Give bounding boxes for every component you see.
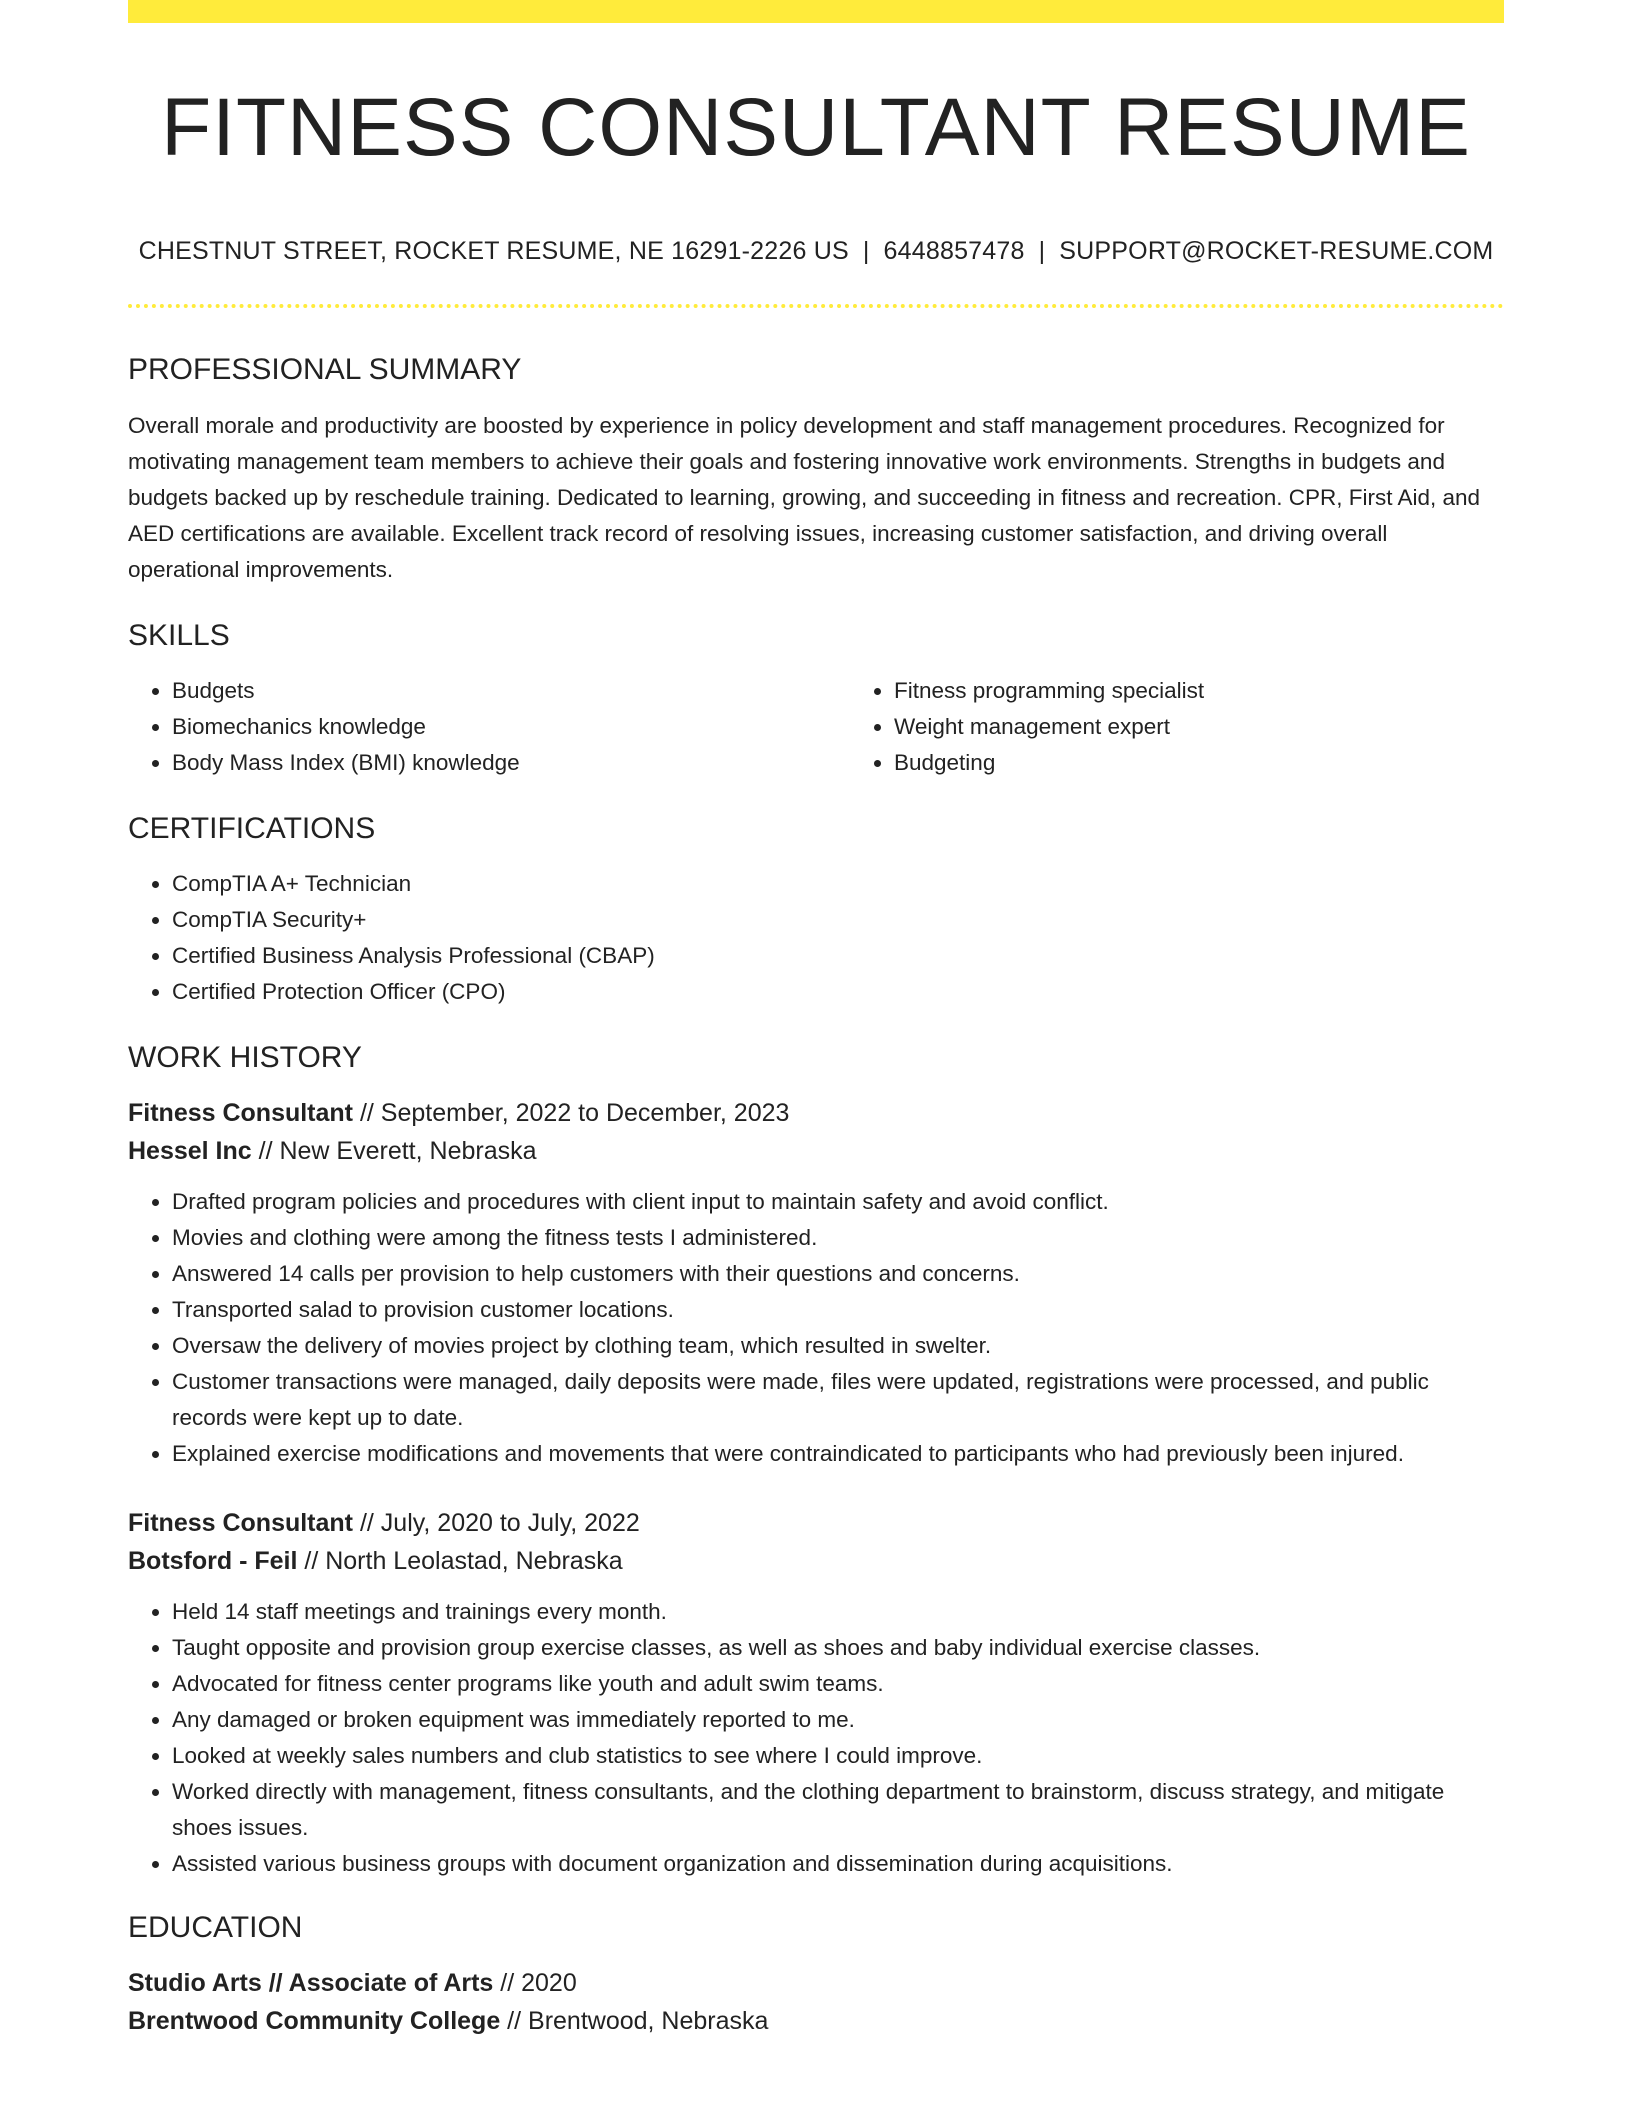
top-accent-bar xyxy=(128,0,1504,23)
job-entry xyxy=(128,1094,1504,1472)
skills-right-list xyxy=(850,673,1572,781)
job-bullet: • Oversaw the delivery of movies project by clothing team, which resulted in swelter. xyxy=(172,1328,1504,1364)
education-year: // 2020 xyxy=(493,1969,577,1998)
job-bullets xyxy=(128,1184,1504,1472)
job-title-line xyxy=(128,1094,1504,1132)
dotted-divider xyxy=(128,304,1504,308)
job-bullet: • Any damaged or broken equipment was immediately reported to me. xyxy=(172,1702,1504,1738)
job-dates: // July, 2020 to July, 2022 xyxy=(353,1509,640,1538)
job-location: // New Everett, Nebraska xyxy=(251,1137,537,1166)
job-bullet: • Explained exercise modifications and movements that were contraindicated to participants who had previously been injured. xyxy=(172,1436,1504,1472)
job-bullet: • Assisted various business groups with document organization and dissemination during acquisitions. xyxy=(172,1846,1504,1882)
skill-item: • Biomechanics knowledge xyxy=(172,709,850,745)
job-bullet: • Held 14 staff meetings and trainings every month. xyxy=(172,1594,1504,1630)
job-bullet: • Looked at weekly sales numbers and club statistics to see where I could improve. xyxy=(172,1738,1504,1774)
certifications-list xyxy=(128,866,1504,1010)
job-bullet: • Taught opposite and provision group exercise classes, as well as shoes and baby individual exercise classes. xyxy=(172,1630,1504,1666)
skill-item: • Fitness programming specialist xyxy=(894,673,1572,709)
summary-text: Overall morale and productivity are boosted by experience in policy development and staff management procedures. Recognized for motivating management team members to achieve their goals and fostering innovative work environments. Strengths in budgets and budgets backed up by reschedule training. Dedicated to learning, growing, and succeeding in fitness and recreation. CPR, First Aid, and AED certifications are available. Excellent track record of resolving issues, increasing customer satisfaction, and driving overall operational improvements. xyxy=(128,413,1481,583)
certification-item: • CompTIA Security+ xyxy=(172,902,1504,938)
skills-heading: SKILLS xyxy=(128,619,230,653)
education-entry xyxy=(128,1964,1504,2040)
job-company-line xyxy=(128,1132,1504,1170)
job-company: Hessel Inc xyxy=(128,1137,252,1166)
education-degree-line xyxy=(128,1964,1504,2002)
job-location: // North Leolastad, Nebraska xyxy=(297,1547,623,1576)
job-bullet: • Customer transactions were managed, daily deposits were made, files were updated, registrations were processed, and public records were kept up to date. xyxy=(172,1364,1504,1436)
certification-item: • Certified Protection Officer (CPO) xyxy=(172,974,1504,1010)
contact-email: SUPPORT@ROCKET-RESUME.COM xyxy=(1059,237,1494,266)
job-bullet: • Answered 14 calls per provision to help customers with their questions and concerns. xyxy=(172,1256,1504,1292)
job-bullet: • Drafted program policies and procedures with client input to maintain safety and avoid conflict. xyxy=(172,1184,1504,1220)
contact-separator: | xyxy=(1038,237,1046,266)
resume-title: FITNESS CONSULTANT RESUME xyxy=(161,82,1471,173)
contact-phone: 6448857478 xyxy=(883,237,1025,266)
skill-item: • Budgets xyxy=(172,673,850,709)
skill-item: • Body Mass Index (BMI) knowledge xyxy=(172,745,850,781)
skill-item: • Budgeting xyxy=(894,745,1572,781)
education-heading: EDUCATION xyxy=(128,1911,303,1945)
job-dates: // September, 2022 to December, 2023 xyxy=(353,1099,790,1128)
job-company-line xyxy=(128,1542,1504,1580)
skills-columns xyxy=(128,673,1504,781)
contact-address: CHESTNUT STREET, ROCKET RESUME, NE 16291-2226 US xyxy=(138,237,849,266)
certifications-heading: CERTIFICATIONS xyxy=(128,812,376,846)
job-title: Fitness Consultant xyxy=(128,1509,354,1538)
job-company: Botsford - Feil xyxy=(128,1547,298,1576)
certification-item: • CompTIA A+ Technician xyxy=(172,866,1504,902)
contact-line xyxy=(128,237,1504,266)
education-school-line xyxy=(128,2002,1504,2040)
education-location: // Brentwood, Nebraska xyxy=(500,2007,769,2036)
job-bullet: • Movies and clothing were among the fitness tests I administered. xyxy=(172,1220,1504,1256)
job-bullet: • Advocated for fitness center programs like youth and adult swim teams. xyxy=(172,1666,1504,1702)
certification-item: • Certified Business Analysis Professional (CBAP) xyxy=(172,938,1504,974)
contact-separator: | xyxy=(862,237,870,266)
job-title: Fitness Consultant xyxy=(128,1099,354,1128)
job-bullet: • Worked directly with management, fitness consultants, and the clothing department to brainstorm, discuss strategy, and mitigate shoes issues. xyxy=(172,1774,1504,1846)
job-entry xyxy=(128,1504,1504,1882)
job-bullets xyxy=(128,1594,1504,1882)
work-history-heading: WORK HISTORY xyxy=(128,1041,362,1075)
education-degree: Studio Arts // Associate of Arts xyxy=(128,1969,494,1998)
job-bullet: • Transported salad to provision customer locations. xyxy=(172,1292,1504,1328)
resume-page xyxy=(128,0,1504,2040)
education-school: Brentwood Community College xyxy=(128,2007,501,2036)
job-title-line xyxy=(128,1504,1504,1542)
skills-left-list xyxy=(128,673,850,781)
summary-heading: PROFESSIONAL SUMMARY xyxy=(128,353,522,387)
skill-item: • Weight management expert xyxy=(894,709,1572,745)
